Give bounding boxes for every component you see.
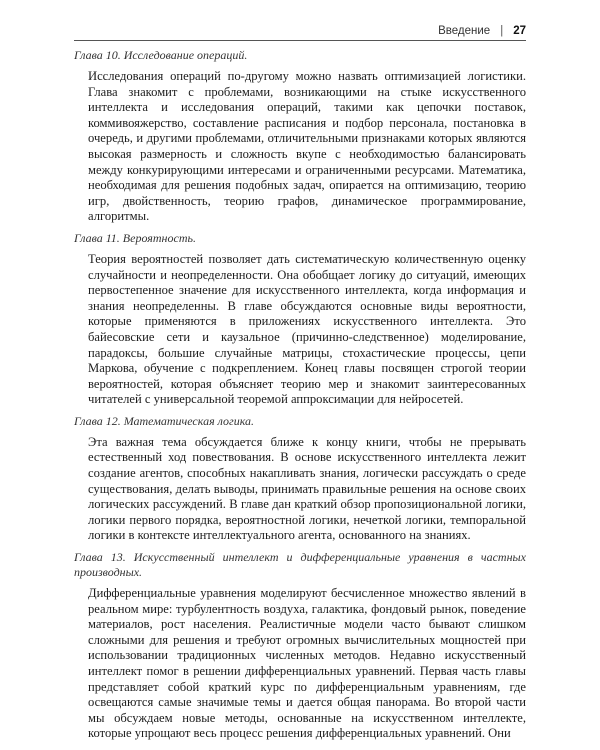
section-title: Введение [438, 25, 491, 37]
chapter-12-paragraph: Эта важная тема обсуждается ближе к концу книги, чтобы не прерывать естественный ход повествования. В основе искусственного интеллекта лежит создание агентов, способных накапливать знания, логически рассуждать о среде существования, делать выводы, принимать правильные решения на основе своих логических рассуждений. В главе дан краткий обзор пропозициональной логики, логики первого порядка, вероятностной логики, нечеткой логики, темпоральной логики в контексте интеллектуального агента, основанного на знаниях. [88, 434, 526, 543]
chapter-11-paragraph: Теория вероятностей позволяет дать систематическую количественную оценку случайности и неопределенности. Она обобщает логику до ситуаций, имеющих первостепенное значение для искусственного интеллекта, когда информация и знания неопределенны. В главе обсуждаются основные виды вероятности, которые применяются в приложениях искусственного интеллекта. Это байесовские сети и каузальное (причинно-следственное) моделирование, парадоксы, большие случайные матрицы, стохастические процессы, цепи Маркова, обучение с подкреплением. Конец главы посвящен строгой теории вероятностей, которая объясняет теорию мер и знакомит заинтересованных читателей с универсальной теоремой аппроксимации для нейросетей. [88, 251, 526, 407]
chapter-13-title: Глава 13. Искусственный интеллект и дифференциальные уравнения в частных производных. [74, 550, 526, 580]
chapter-10-title: Глава 10. Исследование операций. [74, 48, 248, 62]
header-rule [74, 40, 526, 41]
chapter-10-paragraph: Исследования операций по-другому можно назвать оптимизацией логистики. Глава знакомит с проблемами, возникающими на стыке искусственного интеллекта и исследования операций, такими как цепочки поставок, коммивояжерство, составление расписания и подбор персонала, постановка в очередь, и другими проблемами, отличительными признаками которых являются высокая размерность и сложность вкупе с необходимостью балансировать между конкурирующими интересами и ограниченными ресурсами. Математика, необходимая для решения подобных задач, опирается на оптимизацию, теорию игр, двойственность, теорию графов, динамическое программирование, алгоритмы. [88, 69, 526, 224]
chapter-12-title: Глава 12. Математическая логика. [74, 413, 255, 428]
running-head [74, 22, 526, 40]
page-number: 27 [513, 25, 526, 37]
chapter-11-title: Глава 11. Вероятность. [74, 230, 196, 245]
header-separator: | [500, 25, 504, 37]
chapter-13-paragraph: Дифференциальные уравнения моделируют бесчисленное множество явлений в реальном мире: турбулентность воздуха, галактика, фондовый рынок, поведение материалов, рост населения. Реалистичные модели часто бывают слишком сложными для решения и требуют огромных вычислительных мощностей при использовании традиционных численных методов. Недавно искусственный интеллект помог в решении дифференциальных уравнений. Первая часть главы представляет собой краткий курс по дифференциальным уравнениям, где освещаются самые значимые темы и дается общая панорама. Во второй части мы обсуждаем новые методы, основанные на искусственном интеллекте, которые упрощают весь процесс решения дифференциальных уравнений. Они [88, 586, 526, 741]
page-content [74, 48, 526, 748]
